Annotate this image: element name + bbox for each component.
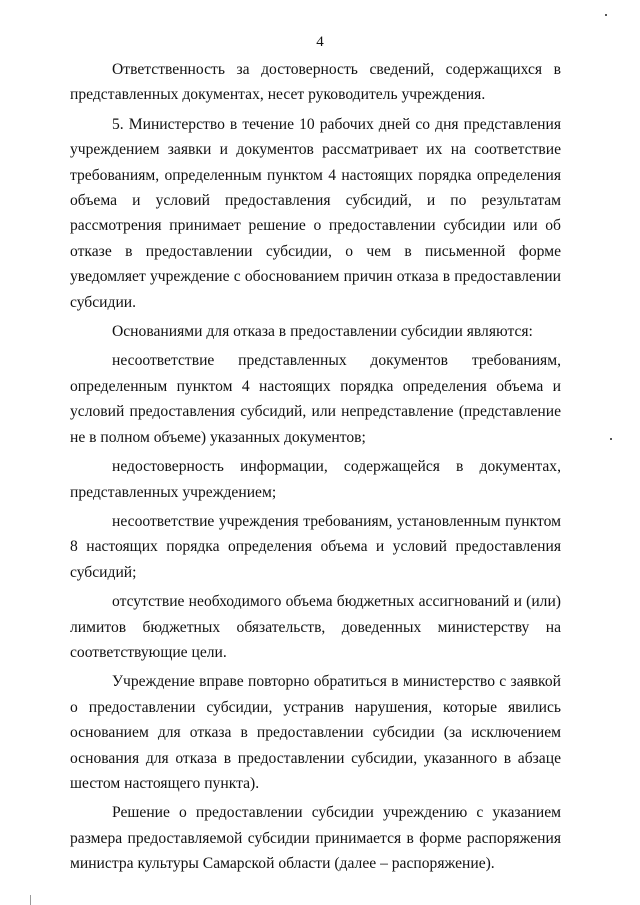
scan-speck bbox=[605, 14, 607, 16]
paragraph-ground-unreliable-information: недостоверность информации, содержащейся в документах, представленных учреждением; bbox=[70, 458, 561, 501]
paragraph-item-5: 5. Министерство в течение 10 рабочих дней со дня представления учреждением заявки и документов рассматривает их на соответствие требованиям, определенным пунктом 4 настоящих порядка определения объема и условий предоставления субсидий, и по результатам рассмотрения принимает решение о предоставлении субсидии или об отказе в предоставлении субсидии, о чем в письменной форме уведомляет учреждение с обоснованием причин отказа в предоставлении субсидии. bbox=[70, 115, 561, 311]
paragraph-ground-noncompliance-documents: несоответствие представленных документов требованиям, определенным пунктом 4 настоящих порядка определения объема и условий предоставления субсидий, или непредставление (представление не в полном объеме) указанных документов; bbox=[70, 352, 561, 446]
scan-edge-mark bbox=[30, 895, 31, 905]
paragraph-refusal-grounds-intro: Основаниями для отказа в предоставлении субсидии являются: bbox=[112, 323, 533, 341]
page-number: 4 bbox=[316, 34, 324, 50]
paragraph-ground-insufficient-budget: отсутствие необходимого объема бюджетных ассигнований и (или) лимитов бюджетных обязательств, доведенных министерству на соответствующие цели. bbox=[70, 593, 561, 661]
paragraph-decision-form: Решение о предоставлении субсидии учреждению с указанием размера предоставляемой субсидии принимается в форме распоряжения министра культуры Самарской области (далее – распоряжение). bbox=[70, 804, 561, 873]
paragraph-responsibility: Ответственность за достоверность сведений, содержащихся в представленных документах, несет руководитель учреждения. bbox=[70, 61, 561, 104]
paragraph-reapplication: Учреждение вправе повторно обратиться в министерство с заявкой о предоставлении субсидии, устранив нарушения, которые явились основанием для отказа в предоставлении субсидии (за исключением основания для отказа в предоставлении субсидии, указанного в абзаце шестом настоящего пункта). bbox=[70, 673, 561, 792]
paragraph-ground-institution-noncompliance: несоответствие учреждения требованиям, установленным пунктом 8 настоящих порядка определения объема и условий предоставления субсидий; bbox=[70, 512, 561, 581]
document-body bbox=[70, 57, 561, 877]
scan-speck bbox=[610, 438, 612, 440]
